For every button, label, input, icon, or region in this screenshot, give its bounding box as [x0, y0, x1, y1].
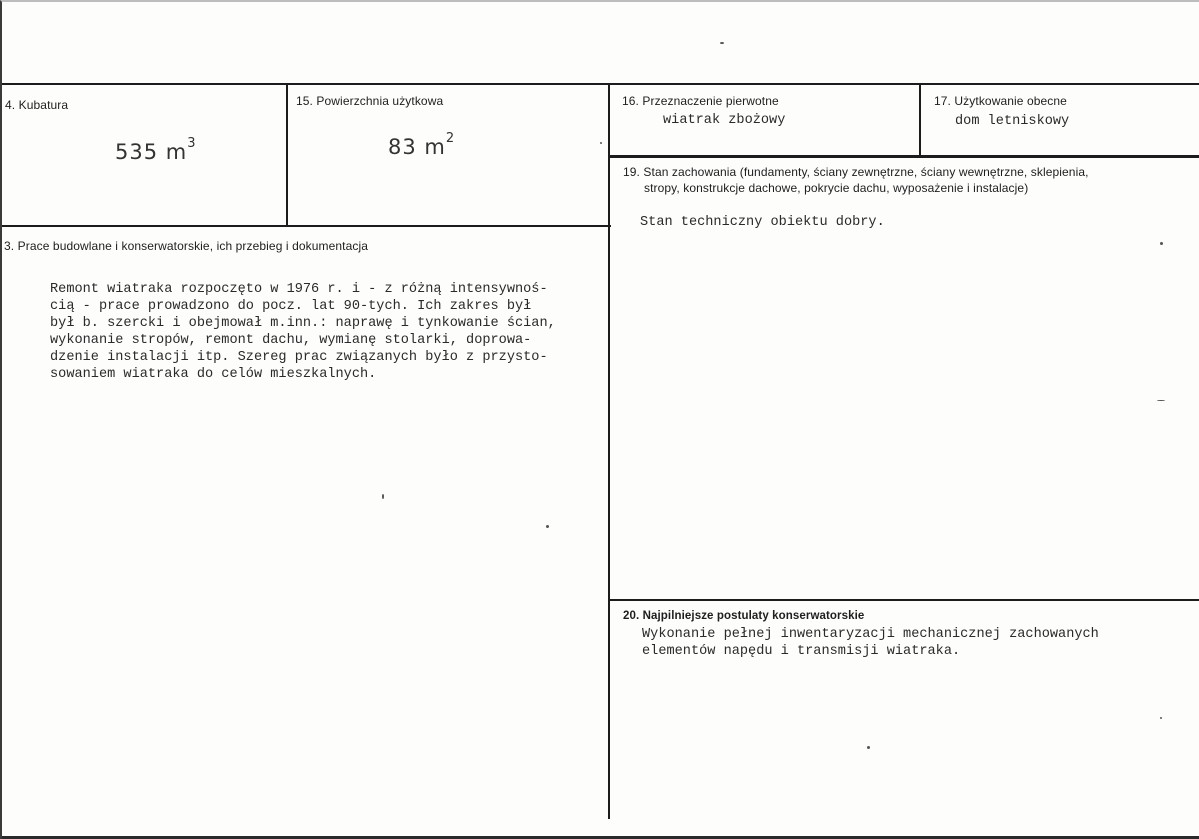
- rule-above-postulaty: [609, 599, 1199, 601]
- postulaty-line: elementów napędu i transmisji wiatraka.: [642, 644, 961, 659]
- kubatura-exponent: 3: [187, 136, 197, 151]
- top-rule: [2, 83, 1199, 85]
- scan-speck: [720, 42, 724, 44]
- rule-below-kubatura: [2, 225, 611, 227]
- central-divider: [608, 83, 610, 819]
- przeznaczenie-label: 16. Przeznaczenie pierwotne: [622, 94, 779, 108]
- scan-speck: [1157, 400, 1165, 401]
- powierzchnia-label: 15. Powierzchnia użytkowa: [296, 94, 444, 108]
- prace-line: sowaniem wiatraka do celów mieszkalnych.: [50, 367, 377, 382]
- przeznaczenie-value: wiatrak zbożowy: [663, 113, 786, 128]
- powierzchnia-exponent: 2: [445, 131, 456, 146]
- stan-label-line-1: 19. Stan zachowania (fundamenty, ściany zewnętrzne, ściany wewnętrzne, sklepienia,: [623, 165, 1089, 179]
- prace-line: Remont wiatraka rozpoczęto w 1976 r. i - z różną intensywnoś-: [50, 282, 548, 297]
- stan-value: Stan techniczny obiektu dobry.: [640, 215, 885, 230]
- divider-kubatura-powierzchnia: [286, 83, 288, 226]
- uzytkowanie-value: dom letniskowy: [955, 114, 1070, 129]
- scan-speck: [1160, 242, 1163, 245]
- prace-label: 3. Prace budowlane i konserwatorskie, ich przebieg i dokumentacja: [4, 239, 369, 253]
- kubatura-label: 4. Kubatura: [5, 98, 69, 112]
- scan-speck: [1160, 717, 1162, 719]
- scan-speck: [867, 746, 870, 749]
- divider-przeznaczenie-uzytkowanie: [919, 83, 921, 156]
- prace-line: cią - prace prowadzono do pocz. lat 90-tych. Ich zakres był: [50, 299, 532, 314]
- postulaty-label: 20. Najpilniejsze postulaty konserwatorskie: [623, 610, 865, 622]
- postulaty-line: Wykonanie pełnej inwentaryzacji mechanicznej zachowanych: [642, 627, 1099, 642]
- powierzchnia-number: 83 m: [388, 135, 446, 159]
- scan-speck: [546, 525, 549, 528]
- stan-label-line-2: stropy, konstrukcje dachowe, pokrycie dachu, wyposażenie i instalacje): [644, 181, 1029, 195]
- prace-line: był b. szercki i obejmował m.inn.: naprawę i tynkowanie ścian,: [50, 316, 556, 331]
- powierzchnia-value: [388, 131, 456, 159]
- kubatura-number: 535 m: [115, 140, 188, 164]
- kubatura-value: [115, 136, 197, 164]
- scan-speck: [382, 494, 384, 499]
- scan-speck: [600, 142, 602, 144]
- prace-line: dzenie instalacji itp. Szereg prac związanych było z przysto-: [50, 350, 548, 365]
- uzytkowanie-label: 17. Użytkowanie obecne: [934, 94, 1067, 108]
- rule-below-przeznaczenie: [609, 155, 1199, 158]
- prace-line: wykonanie stropów, remont dachu, wymianę stolarki, doprowa-: [50, 333, 532, 348]
